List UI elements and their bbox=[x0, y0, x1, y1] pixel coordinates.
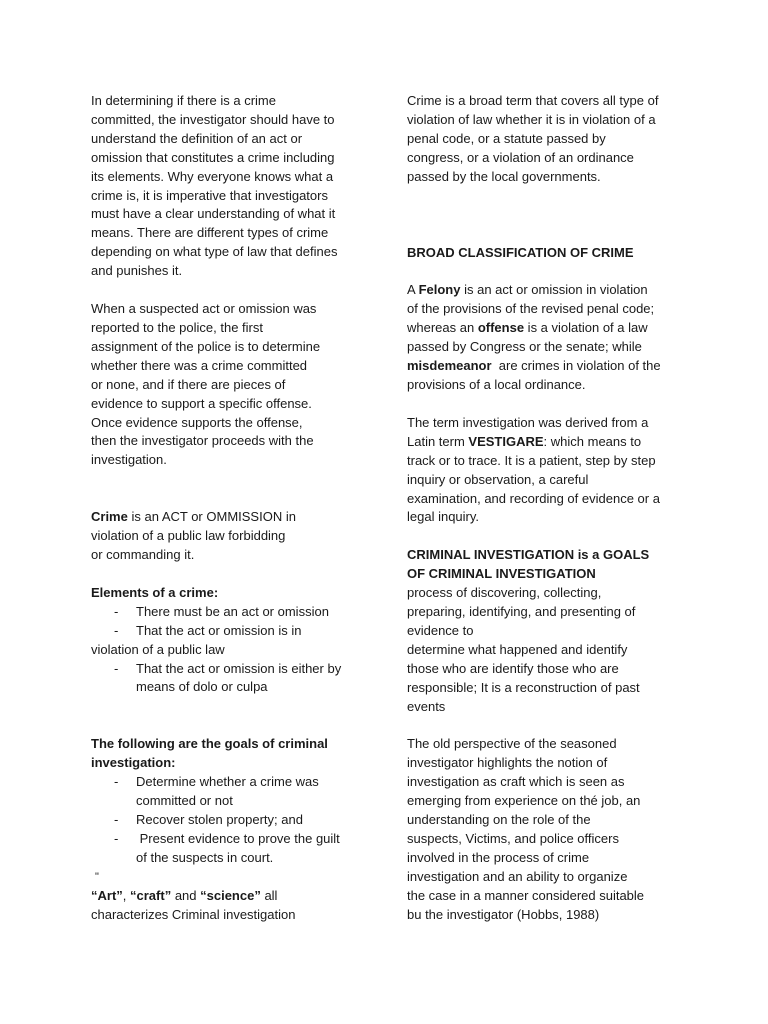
text-line: depending on what type of law that defines bbox=[91, 244, 338, 260]
text-line: committed, the investigator should have to bbox=[91, 111, 335, 127]
crime-term: Crime bbox=[91, 509, 128, 525]
text-line: violation of a public law forbidding bbox=[91, 528, 286, 544]
text-line: investigation. bbox=[91, 452, 167, 468]
felony-term: Felony bbox=[418, 282, 461, 298]
spacer bbox=[407, 262, 697, 281]
text-line: reported to the police, the first bbox=[91, 319, 263, 335]
old-perspective-paragraph: The old perspective of the seasoned investigator highlights the notion of investigation as craft which is seen as emerging from experience on thé job, an understanding on the role of the suspects, Victims, and police officers involved in the process of crime investigation and an ability to organize the case in a manner considered suitable bu the investigator (Hobbs, 1988) bbox=[407, 736, 645, 922]
list-item: - Determine whether a crime was committed or not bbox=[91, 773, 371, 811]
list-item: - That the act or omission is in bbox=[91, 622, 371, 641]
spacer bbox=[91, 697, 371, 735]
elements-heading: Elements of a crime: bbox=[91, 584, 219, 600]
text-line: congress, or a violation of an ordinance bbox=[407, 149, 634, 165]
text-line: penal code, or a statute passed by bbox=[407, 130, 606, 146]
vestigare-term: VESTIGARE bbox=[468, 433, 544, 449]
spacer bbox=[407, 527, 697, 546]
text-line: and punishes it. bbox=[91, 263, 183, 279]
art-craft-science: “Art”, “craft” and “science” all characterizes Criminal investigation bbox=[91, 887, 296, 922]
text-line: must have a clear understanding of what it bbox=[91, 206, 336, 222]
vestigare-paragraph: The term investigation was derived from a Latin term VESTIGARE: which means to track or to trace. It is a patient, step by step inquiry or observation, a careful examination, and recording of evidence or a legal inquiry. bbox=[407, 414, 660, 525]
misdemeanor-term: misdemeanor bbox=[407, 358, 492, 374]
spacer bbox=[91, 565, 371, 584]
text-line: When a suspected act or omission was bbox=[91, 301, 317, 317]
text-line: Crime is a broad term that covers all type of bbox=[407, 93, 659, 108]
spacer bbox=[91, 470, 371, 508]
spacer bbox=[91, 281, 371, 300]
text-line: violation of law whether it is in violation of a bbox=[407, 111, 656, 127]
text-line: assignment of the police is to determine bbox=[91, 338, 321, 354]
elements-list bbox=[91, 603, 371, 641]
list-item: - Present evidence to prove the guilt of the suspects in court. bbox=[91, 830, 371, 868]
spacer bbox=[407, 187, 697, 244]
text-line: passed by the local governments. bbox=[407, 168, 601, 184]
list-item: - That the act or omission is either by means of dolo or culpa bbox=[91, 660, 371, 698]
text-line: or none, and if there are pieces of bbox=[91, 376, 286, 392]
criminal-investigation-heading: CRIMINAL INVESTIGATION is a GOALS OF CRIMINAL INVESTIGATION bbox=[407, 547, 650, 582]
list-item: - There must be an act or omission bbox=[91, 603, 371, 622]
left-column bbox=[91, 92, 371, 924]
text-line: omission that constitutes a crime including bbox=[91, 149, 335, 165]
goals-list bbox=[91, 773, 371, 868]
text-line: its elements. Why everyone knows what a bbox=[91, 168, 334, 184]
text-line: is an ACT or OMMISSION in bbox=[127, 509, 296, 525]
offense-term: offense bbox=[477, 320, 525, 336]
goals-heading: The following are the goals of criminal investigation: bbox=[91, 736, 328, 771]
text-line: evidence to support a specific offense. bbox=[91, 395, 312, 411]
broad-paragraph bbox=[407, 92, 697, 187]
intro-paragraph bbox=[91, 92, 371, 281]
text-line: In determining if there is a crime bbox=[91, 93, 276, 108]
spacer bbox=[407, 716, 697, 735]
text-line: means. There are different types of crime bbox=[91, 225, 329, 241]
crime-definition bbox=[91, 508, 371, 565]
text-line: understand the definition of an act or bbox=[91, 130, 303, 146]
right-column bbox=[407, 92, 697, 925]
felony-paragraph: A Felony is an act or omission in violation of the provisions of the revised penal code; whereas an offense is a violation of a law passed by Congress or the senate; while misdemeanor are crimes in violation of the provisions of a local ordinance. bbox=[407, 282, 661, 392]
list-item-continuation: violation of a public law bbox=[91, 641, 225, 657]
process-paragraph: process of discovering, collecting, preparing, identifying, and presenting of evidence to determine what happened and identify those who are identify those who are responsible; It is a reconstruction of past events bbox=[407, 585, 640, 714]
spacer bbox=[407, 395, 697, 414]
text-line: crime is, it is imperative that investigators bbox=[91, 187, 328, 203]
text-line: then the investigator proceeds with the bbox=[91, 433, 314, 449]
suspected-paragraph bbox=[91, 300, 371, 470]
stray-mark: " bbox=[95, 870, 99, 883]
text-line: or commanding it. bbox=[91, 547, 195, 563]
classification-heading: BROAD CLASSIFICATION OF CRIME bbox=[407, 244, 634, 260]
text-line: Once evidence supports the offense, bbox=[91, 414, 303, 430]
elements-list-cont bbox=[91, 660, 371, 698]
list-item: - Recover stolen property; and bbox=[91, 811, 371, 830]
text-line: whether there was a crime committed bbox=[91, 357, 308, 373]
